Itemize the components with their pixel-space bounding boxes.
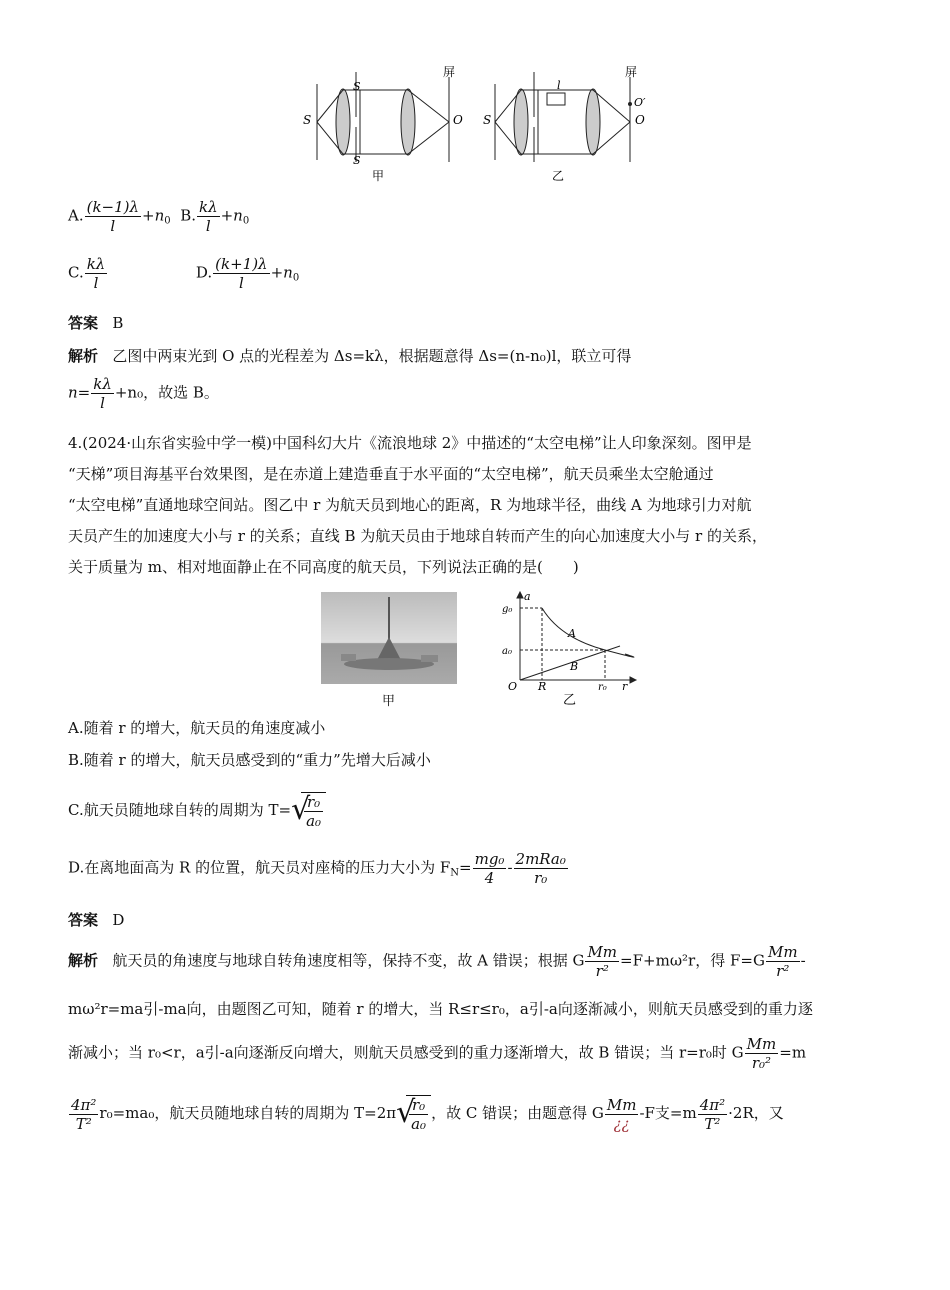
q4-stem-1: 4.(2024·山东省实验中学一模)中国科幻大片《流浪地球 2》中描述的“太空电梯”让人印象深刻。图甲是 <box>68 434 752 452</box>
option-b-fraction: $\frac{k\lambda}{l}$ <box>198 198 218 235</box>
origin-label: O <box>508 680 518 693</box>
option-b-label: B. <box>180 206 196 225</box>
point-o-prime: O′ <box>634 96 646 109</box>
q3-analysis-1: 解析 乙图中两束光到 O 点的光程差为 Δs=kλ，根据题意得 Δs=(n-n₀)l，联立可得 <box>68 347 632 365</box>
option-d-fraction: $\frac{(k+1)\lambda}{l}$ <box>215 255 268 292</box>
q3-options-ab: A. $\frac{(k-1)\lambda}{l}$ $+n_0$ B. $\frac{k\lambda}{l}$ $+n_0$ <box>68 198 250 235</box>
r-earth-label: R <box>538 680 547 693</box>
option-c-fraction: $\frac{k\lambda}{l}$ <box>86 255 106 292</box>
a0-label: a₀ <box>502 646 512 657</box>
q4-analysis-1: 解析 航天员的角速度与地球自转角速度相等，保持不变，故 A 错误；根据 G $\frac{Mm}{\text{r²}}$ =F+mω²r，得 F=G $\frac{Mm}{\text{r²}}$ - <box>68 943 806 980</box>
point-o-left: O <box>453 113 463 127</box>
point-o-right: O <box>635 113 645 127</box>
g0-label: g₀ <box>502 604 513 615</box>
plate-length-label: l <box>557 79 561 92</box>
r0-label: r₀ <box>598 682 607 693</box>
axis-a-label: a <box>524 590 531 603</box>
q3-analysis-2: n= $\frac{k\lambda}{l}$ +n₀，故选 B。 <box>68 375 219 412</box>
sqrt-symbol: √ $\frac{\text{r₀}}{\text{a₀}}$ <box>291 792 326 830</box>
q4-answer: 答案 D <box>68 911 125 929</box>
axis-r-label: r <box>622 680 628 693</box>
q4-analysis-2: mω²r=ma引-ma向，由题图乙可知，随着 r 的增大，当 R≤r≤r₀，a引-a向逐渐减小，则航天员感受到的重力逐 <box>68 1000 813 1018</box>
source-label-right: S <box>483 113 492 127</box>
double-slit-figure <box>295 62 665 187</box>
option-a-fraction: $\frac{(k-1)\lambda}{l}$ <box>86 198 140 235</box>
slit1-label-left: S <box>353 80 361 93</box>
q4-analysis-4: $\frac{\text{4π²}}{\text{T²}}$ r₀=ma₀，航天员随地球自转的周期为 T=2π √ $\frac{\text{r₀}}{\text{a₀}}$ ，故 C 错误；由题意得 G $\frac{Mm}{¿¿}$ -F支=m $\frac{\text{4π²}}{\text{T²}}$ ·2R，又 <box>71 1095 784 1133</box>
q3-options-cd: C. $\frac{k\lambda}{l}$ D. $\frac{(k+1)\lambda}{l}$ $+n_0$ <box>68 255 300 292</box>
screen-label-left: 屏 <box>443 65 456 79</box>
line-b-label: B <box>570 660 579 673</box>
q4-stem-4: 天员产生的加速度大小与 r 的关系；直线 B 为航天员由于地球自转而产生的向心加速度大小与 r 的关系， <box>68 527 767 545</box>
screen-label-right: 屏 <box>625 65 638 79</box>
source-label-left: S <box>303 113 312 127</box>
caption-left: 甲 <box>372 169 385 183</box>
option-d-label: D. <box>195 263 213 282</box>
curve-a-label: A <box>568 627 576 640</box>
q4-option-c: C.航天员随地球自转的周期为 T= √ $\frac{\text{r₀}}{\text{a₀}}$ <box>68 792 326 830</box>
q4-stem-2: “天梯”项目海基平台效果图，是在赤道上建造垂直于水平面的“太空电梯”，航天员乘坐太空舱通过 <box>68 465 714 483</box>
acceleration-graph <box>500 590 640 708</box>
caption-right: 乙 <box>552 169 565 183</box>
q4-stem-3: “太空电梯”直通地球空间站。图乙中 r 为航天员到地心的距离，R 为地球半径，曲线 A 为地球引力对航 <box>68 496 752 514</box>
platform-image <box>321 592 457 684</box>
q4-stem-5: 关于质量为 m、相对地面静止在不同高度的航天员，下列说法正确的是( ) <box>68 558 579 576</box>
photo-caption: 甲 <box>382 694 396 709</box>
option-a-label: A. <box>68 206 84 225</box>
slit2-label-left: S <box>353 154 361 167</box>
q4-option-d: D.在离地面高为 R 的位置，航天员对座椅的压力大小为 $F_N=$ $\frac{\text{mg₀}}{4}$ - $\frac{\text{2mRa₀}}{\text{r₀}}$ <box>68 850 566 887</box>
platform-photo <box>321 592 457 684</box>
q4-analysis-3: 渐减小；当 r₀<r，a引-a向逐渐反向增大，则航天员感受到的重力逐渐增大，故 B 错误；当 r=r₀时 G $\frac{Mm}{\text{r₀²}}$ =m <box>68 1035 807 1072</box>
q4-option-a: A.随着 r 的增大，航天员的角速度减小 <box>68 719 326 737</box>
graph-caption: 乙 <box>563 693 577 708</box>
q3-answer: 答案 B <box>68 314 124 332</box>
q4-option-b: B.随着 r 的增大，航天员感受到的“重力”先增大后减小 <box>68 751 431 769</box>
option-c-label: C. <box>68 263 84 282</box>
